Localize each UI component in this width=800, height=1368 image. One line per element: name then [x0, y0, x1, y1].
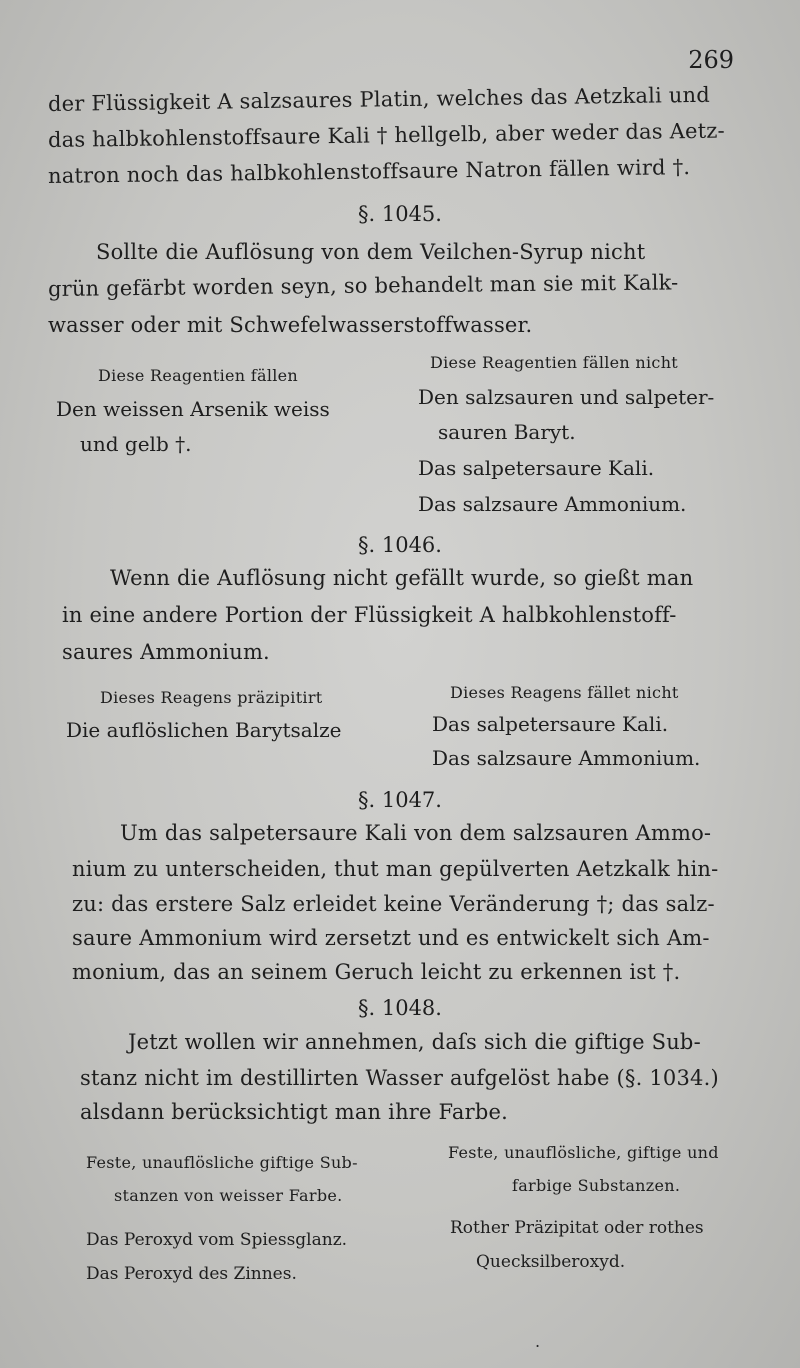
column-header-left: Feste, unauflösliche giftige Sub- [86, 1153, 358, 1172]
paragraph-line: Um das salpetersaure Kali von dem salzsauren Ammo- [120, 821, 712, 845]
column-header-right: farbige Substanzen. [512, 1176, 681, 1195]
stray-mark: . [535, 1332, 541, 1351]
paragraph-line: Sollte die Auflösung von dem Veilchen-Syrup nicht [96, 240, 646, 264]
column-header-right: Feste, unauflösliche, giftige und [448, 1143, 719, 1162]
paragraph-line: alsdann berücksichtigt man ihre Farbe. [80, 1100, 508, 1124]
paragraph-line: das halbkohlenstoffsaure Kali † hellgelb, aber weder das Aetz- [47, 118, 726, 152]
column-item-left: Die auflöslichen Barytsalze [66, 718, 342, 742]
paragraph-line: zu: das erstere Salz erleidet keine Veränderung †; das salz- [72, 892, 715, 916]
column-header-right: Diese Reagentien fällen nicht [430, 353, 679, 372]
paragraph-line: Wenn die Auflösung nicht gefällt wurde, so gießt man [110, 566, 694, 590]
column-item-right: Das salpetersaure Kali. [432, 712, 669, 736]
column-item-right: Rother Präzipitat oder rothes [450, 1218, 704, 1238]
page-number: 269 [688, 46, 734, 74]
paragraph-line: in eine andere Portion der Flüssigkeit A halbkohlenstoff- [62, 603, 677, 627]
column-header-left: Dieses Reagens präzipitirt [100, 688, 323, 707]
column-header-left: stanzen von weisser Farbe. [114, 1186, 343, 1205]
column-item-right: Das salzsaure Ammonium. [432, 746, 701, 770]
section-heading: §. 1046. [358, 533, 442, 557]
paragraph-line: saure Ammonium wird zersetzt und es entwickelt sich Am- [72, 926, 710, 950]
column-item-right: sauren Baryt. [438, 420, 576, 444]
column-item-right: Den salzsauren und salpeter- [418, 385, 715, 409]
column-header-left: Diese Reagentien fällen [98, 366, 299, 385]
section-heading: §. 1045. [358, 202, 442, 226]
paragraph-line: natron noch das halbkohlenstoffsaure Natron fällen wird †. [47, 155, 691, 188]
paragraph-line: saures Ammonium. [62, 640, 270, 664]
column-item-left: Das Peroxyd vom Spiessglanz. [86, 1230, 348, 1250]
column-item-left: und gelb †. [80, 432, 192, 456]
column-item-right: Das salpetersaure Kali. [418, 456, 655, 480]
paragraph-line: wasser oder mit Schwefelwasserstoffwasser. [48, 313, 533, 337]
paragraph-line: grün gefärbt worden seyn, so behandelt man sie mit Kalk- [47, 270, 679, 301]
section-heading: §. 1047. [358, 788, 442, 812]
column-item-left: Den weissen Arsenik weiss [56, 397, 330, 421]
column-item-left: Das Peroxyd des Zinnes. [86, 1264, 297, 1284]
section-heading: §. 1048. [358, 996, 442, 1020]
paragraph-line: stanz nicht im destillirten Wasser aufgelöst habe (§. 1034.) [80, 1066, 719, 1090]
column-header-right: Dieses Reagens fället nicht [450, 683, 679, 702]
paragraph-line: der Flüssigkeit A salzsaures Platin, welches das Aetzkali und [47, 82, 711, 116]
column-item-right: Das salzsaure Ammonium. [418, 492, 687, 516]
paragraph-line: Jetzt wollen wir annehmen, daſs sich die giftige Sub- [128, 1030, 701, 1054]
paragraph-line: nium zu unterscheiden, thut man gepülverten Aetzkalk hin- [72, 857, 719, 881]
column-item-right: Quecksilberoxyd. [476, 1252, 626, 1272]
paragraph-line: monium, das an seinem Geruch leicht zu erkennen ist †. [72, 960, 681, 984]
